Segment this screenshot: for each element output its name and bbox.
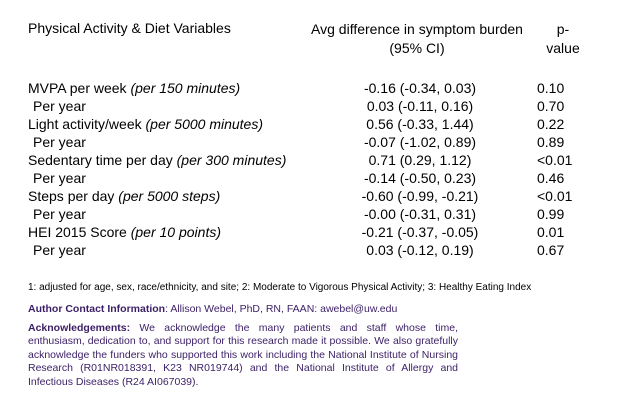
row-variable: MVPA per week [28,80,127,96]
table-row [0,80,626,98]
row-qualifier: (per 300 minutes) [176,152,287,168]
row-label: Per year [33,134,86,150]
acknowledgements-text: We acknowledge the many patients and staff whose time, enthusiasm, dedication to, and support for this research made it possible. We also gratefully acknowledge the funders who supported this work including the National Institute of Nursing Research (R01NR018391, K23 NR019744) and the National Institute of Allergy and Infectious Diseases (R24 AI067039). [28,322,458,388]
row-variable: HEI 2015 Score [28,224,127,240]
author-contact [28,303,397,315]
table-row [0,242,626,260]
row-estimate: 0.03 (-0.12, 0.19) [366,242,474,258]
table-row [0,134,626,152]
row-estimate: -0.14 (-0.50, 0.23) [363,170,477,186]
row-p-value: 0.10 [537,80,565,96]
header-p-value-line1: p- [556,21,570,37]
row-p-value: 0.70 [537,98,565,114]
header-p-value-line2: value [546,40,580,56]
table-row [0,152,626,170]
contact-label: Author Contact Information [28,303,166,315]
row-qualifier: (per 10 points) [130,224,222,240]
row-estimate: -0.00 (-0.31, 0.31) [363,206,477,222]
row-estimate: -0.21 (-0.37, -0.05) [361,224,479,240]
table-footnote: 1: adjusted for age, sex, race/ethnicity, and site; 2: Moderate to Vigorous Physical Activity; 3: Healthy Eating Index [28,282,532,293]
row-p-value: 0.89 [537,134,565,150]
table-row [0,170,626,188]
row-variable: Sedentary time per day [28,152,173,168]
row-label: Per year [33,170,86,186]
row-p-value: <0.01 [537,152,573,168]
acknowledgements [28,322,458,389]
row-estimate: 0.56 (-0.33, 1.44) [366,116,474,132]
row-estimate: -0.60 (-0.99, -0.21) [361,188,479,204]
row-label: Per year [33,98,86,114]
row-qualifier: (per 150 minutes) [130,80,241,96]
header-avg-difference [308,20,526,58]
row-qualifier: (per 5000 minutes) [145,116,264,132]
contact-text: : Allison Webel, PhD, RN, FAAN: awebel@uw.edu [165,303,398,315]
row-label: Per year [33,242,86,258]
table-row [0,224,626,242]
header-variables: Physical Activity & Diet Variables [28,20,231,36]
row-p-value: 0.01 [537,224,565,240]
row-estimate: -0.07 (-1.02, 0.89) [363,134,477,150]
table-row [0,188,626,206]
row-estimate: 0.03 (-0.11, 0.16) [366,98,474,114]
row-qualifier: (per 5000 steps) [118,188,221,204]
row-estimate: -0.16 (-0.34, 0.03) [363,80,477,96]
table-row [0,98,626,116]
row-p-value: 0.99 [537,206,565,222]
table-row [0,206,626,224]
acknowledgements-label: Acknowledgements: [28,322,131,334]
header-avg-difference-line2: (95% CI) [389,40,445,56]
row-estimate: 0.71 (0.29, 1.12) [368,152,472,168]
row-label [28,224,221,240]
row-label: Per year [33,206,86,222]
row-p-value: 0.67 [537,242,565,258]
header-p-value [540,20,586,58]
row-p-value: 0.46 [537,170,565,186]
header-avg-difference-line1: Avg difference in symptom burden [311,21,523,37]
row-label [28,152,286,168]
row-label [28,188,220,204]
table-row [0,116,626,134]
row-p-value: 0.22 [537,116,565,132]
row-label [28,116,263,132]
row-variable: Steps per day [28,188,115,204]
row-p-value: <0.01 [537,188,573,204]
row-label [28,80,240,96]
row-variable: Light activity/week [28,116,142,132]
